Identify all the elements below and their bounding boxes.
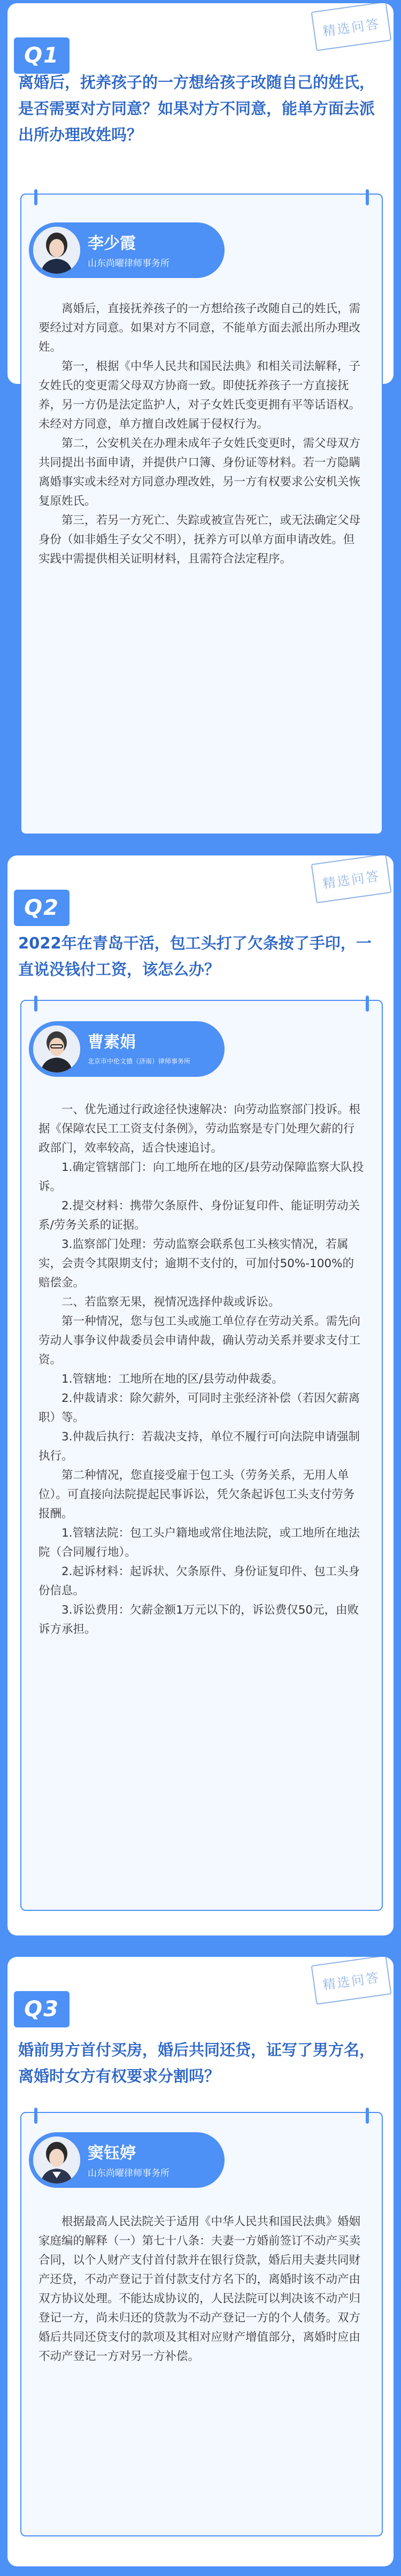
question-text: 婚前男方首付买房，婚后共同还贷，证写了男方名，离婚时女方有权要求分割吗？	[18, 2041, 375, 2085]
answer-box	[20, 2112, 383, 2536]
lawyer-avatar	[33, 1025, 80, 1073]
answer-paragraph: 3.仲裁后执行：若裁决支持，单位不履行可向法院申请强制执行。	[38, 1430, 360, 1463]
question-badge: Q2	[14, 890, 70, 926]
answer-paragraph: 3.诉讼费用：欠薪金额1万元以下的，诉讼费仅50元，由败诉方承担。	[38, 1603, 359, 1636]
binder-pin-left	[34, 2108, 37, 2124]
answer-paragraph: 2.仲裁请求：除欠薪外，可同时主张经济补偿（若因欠薪离职）等。	[38, 1392, 360, 1424]
answer-paragraph: 3.监察部门处理：劳动监察会联系包工头核实情况，若属实，会责令其限期支付；逾期不支付的，可加付50%-100%的赔偿金。	[38, 1238, 354, 1290]
lawyer-name: 李少霞	[88, 234, 136, 253]
binder-pin-right	[366, 189, 369, 205]
binder-pin-right	[366, 996, 369, 1012]
answer-paragraph: 第三，若另一方死亡、失踪或被宣告死亡，或无法确定父母身份（如非婚生子女父不明），抚养方可以单方面申请改姓。但实践中需提供相关证明材料，且需符合法定程序。	[38, 514, 361, 566]
lawyer-profile	[29, 1021, 225, 1077]
featured-qa-stamp: 精选问答	[311, 3, 392, 51]
answer-paragraph: 离婚后，直接抚养孩子的一方想给孩子改随自己的姓氏，需要经过对方同意。如果对方不同意，不能单方面去派出所办理改姓。	[38, 302, 361, 354]
answer-paragraph: 1.管辖地：工地所在地的区/县劳动仲裁委。	[61, 1372, 283, 1386]
lawyer-avatar	[33, 227, 80, 274]
answer-paragraph: 一、优先通过行政途径快速解决：向劳动监察部门投诉。根据《保障农民工工资支付条例》，劳动监察是专门处理欠薪的行政部门，效率较高，适合快速追讨。	[38, 1103, 361, 1155]
answer-paragraph: 第二种情况，您直接受雇于包工头（劳务关系，无用人单位）。可直接向法院提起民事诉讼，凭欠条起诉包工头支付劳务报酬。	[38, 1469, 355, 1521]
law-firm: 山东尚曜律师事务所	[88, 2168, 169, 2179]
answer-paragraph: 1.确定管辖部门：向工地所在地的区/县劳动保障监察大队投诉。	[38, 1161, 364, 1193]
question-text: 2022年在青岛干活，包工头打了欠条按了手印，一直说没钱付工资，该怎么办？	[18, 934, 372, 978]
law-firm: 北京市中伦文德（济南）律师事务所	[88, 1058, 191, 1065]
lawyer-profile	[29, 222, 225, 278]
question-text: 离婚后，抚养孩子的一方想给孩子改随自己的姓氏，是否需要对方同意？如果对方不同意，能单方面去派出所办理改姓吗？	[18, 73, 375, 144]
lawyer-name: 曹素娟	[88, 1033, 136, 1052]
question-badge: Q3	[14, 1991, 70, 2027]
featured-qa-stamp: 精选问答	[311, 1957, 392, 2005]
answer-paragraph: 2.起诉材料：起诉状、欠条原件、身份证复印件、包工头身份信息。	[38, 1565, 360, 1598]
lawyer-name: 窦钰婷	[88, 2144, 136, 2163]
answer-box	[20, 1000, 383, 1911]
binder-pin-left	[34, 189, 37, 205]
law-firm: 山东尚曜律师事务所	[88, 258, 169, 269]
answer-text	[38, 2212, 365, 2366]
lawyer-avatar	[33, 2137, 80, 2184]
question-badge: Q1	[14, 37, 70, 74]
answer-paragraph: 二、若监察无果，视情况选择仲裁或诉讼。	[61, 1295, 280, 1309]
qa-card-3	[7, 1957, 394, 2566]
binder-pin-left	[34, 996, 37, 1012]
answer-paragraph: 根据最高人民法院关于适用《中华人民共和国民法典》婚姻家庭编的解释（一）第七十八条：夫妻一方婚前签订不动产买卖合同，以个人财产支付首付款并在银行贷款，婚后用夫妻共同财产还贷，不动产登记于首付款支付方名下的，离婚时该不动产由双方协议处理。不能达成协议的，人民法院可以判决该不动产归登记一方，尚未归还的贷款为不动产登记一方的个人债务。双方婚后共同还贷支付的款项及其相对应财产增值部分，离婚时应由不动产登记一方对另一方补偿。	[38, 2215, 361, 2363]
answer-paragraph: 第一种情况，您与包工头或施工单位存在劳动关系。需先向劳动人事争议仲裁委员会申请仲裁，确认劳动关系并要求支付工资。	[38, 1315, 361, 1367]
qa-card-2	[7, 855, 394, 1935]
lawyer-profile	[29, 2132, 225, 2188]
answer-paragraph: 第一，根据《中华人民共和国民法典》和相关司法解释，子女姓氏的变更需父母双方协商一致。即使抚养孩子一方直接抚养，另一方仍是法定监护人，对子女姓氏变更拥有平等话语权。未经对方同意，单方擅自改姓属于侵权行为。	[38, 360, 361, 431]
binder-pin-right	[366, 2108, 369, 2124]
answer-text	[38, 1100, 365, 1639]
answer-panel-1	[20, 194, 383, 835]
answer-paragraph: 1.管辖法院：包工头户籍地或常住地法院，或工地所在地法院（合同履行地）。	[38, 1526, 360, 1559]
featured-qa-stamp: 精选问答	[311, 855, 392, 904]
answer-text	[38, 299, 365, 569]
answer-paragraph: 2.提交材料：携带欠条原件、身份证复印件、能证明劳动关系/劳务关系的证据。	[38, 1199, 360, 1232]
answer-paragraph: 第二，公安机关在办理未成年子女姓氏变更时，需父母双方共同提出书面申请，并提供户口簿、身份证等材料。若一方隐瞒离婚事实或未经对方同意办理改姓，另一方有权要求公安机关恢复原姓氏。	[38, 437, 361, 508]
